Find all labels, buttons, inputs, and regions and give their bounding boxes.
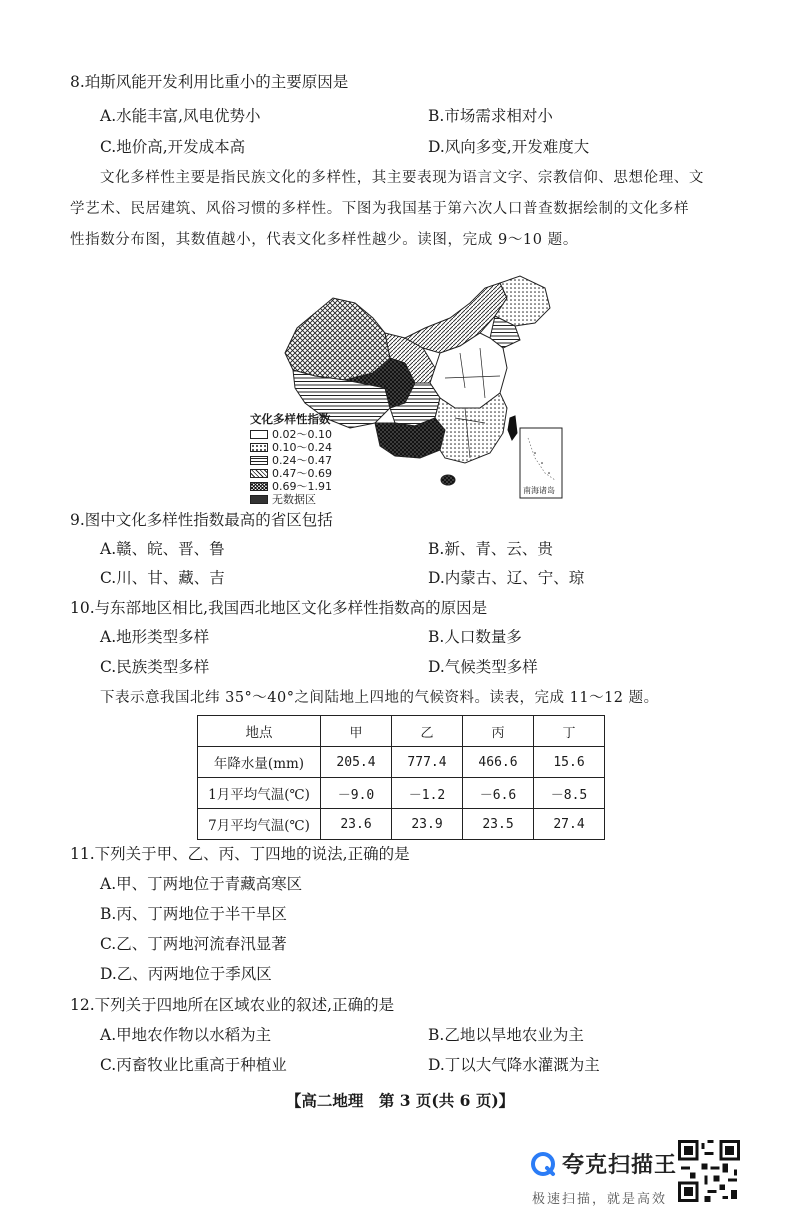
legend-title: 文化多样性指数 [250, 412, 331, 426]
q11-option-a: A.甲、丁两地位于青藏高寒区 [100, 875, 303, 893]
legend-swatch-dense [250, 495, 268, 504]
table-row [198, 809, 605, 840]
table-row [198, 747, 605, 778]
q8-option-a: A.水能丰富,风电优势小 [100, 107, 261, 125]
q8-option-b: B.市场需求相对小 [428, 107, 553, 125]
table-cell: 777.4 [392, 747, 463, 778]
table-cell: 23.6 [321, 809, 392, 840]
q9-option-c: C.川、甘、藏、吉 [100, 569, 225, 587]
region-hainan [441, 475, 455, 485]
q8-option-d: D.风向多变,开发难度大 [428, 138, 590, 156]
table-cell: 15.6 [534, 747, 605, 778]
table-row [198, 778, 605, 809]
q8-stem: 8.珀斯风能开发利用比重小的主要原因是 [70, 73, 349, 91]
region-xinjiang [285, 298, 390, 380]
q10-option-c: C.民族类型多样 [100, 658, 210, 676]
q12-option-a: A.甲地农作物以水稻为主 [100, 1026, 272, 1044]
region-taiwan [508, 416, 517, 440]
table-cell: 1月平均气温(℃) [198, 778, 321, 809]
q11-stem: 11.下列关于甲、乙、丙、丁四地的说法,正确的是 [70, 845, 410, 863]
legend-swatch-diagonal [250, 469, 268, 478]
legend-row [250, 493, 332, 506]
legend-row [250, 428, 332, 441]
q12-option-d: D.丁以大气降水灌溉为主 [428, 1056, 600, 1074]
legend-row [250, 441, 332, 454]
culture-intro-line-1: 文化多样性主要是指民族文化的多样性，其主要表现为语言文字、宗教信仰、思想伦理、文 [100, 170, 704, 186]
legend-row [250, 480, 332, 493]
legend-label: 0.02～0.10 [272, 428, 332, 441]
legend-label: 0.47～0.69 [272, 467, 332, 480]
qr-code-icon [678, 1140, 740, 1202]
culture-intro-line-3: 性指数分布图，其数值越小，代表文化多样性越少。读图，完成 9～10 题。 [70, 232, 578, 248]
table-intro: 下表示意我国北纬 35°～40°之间陆地上四地的气候资料。读表，完成 11～12 题。 [100, 690, 659, 706]
q12-stem: 12.下列关于四地所在区域农业的叙述,正确的是 [70, 996, 395, 1014]
table-cell: 205.4 [321, 747, 392, 778]
q12-option-c: C.丙畜牧业比重高于种植业 [100, 1056, 287, 1074]
culture-intro-line-2: 学艺术、民居建筑、风俗习惯的多样性。下图为我国基于第六次人口普查数据绘制的文化多样 [70, 201, 690, 217]
table-cell: 7月平均气温(℃) [198, 809, 321, 840]
q10-option-b: B.人口数量多 [428, 628, 522, 646]
scanner-brand-icon [530, 1151, 556, 1177]
table-header-cell: 地点 [198, 716, 321, 747]
table-header-row [198, 716, 605, 747]
table-cell: 23.5 [463, 809, 534, 840]
table-header-cell: 丙 [463, 716, 534, 747]
q10-option-a: A.地形类型多样 [100, 628, 210, 646]
legend-swatch-blank [250, 430, 268, 439]
legend-row [250, 454, 332, 467]
table-cell: 23.9 [392, 809, 463, 840]
q8-option-c: C.地价高,开发成本高 [100, 138, 246, 156]
legend-label: 无数据区 [272, 493, 316, 506]
legend-swatch-dots [250, 443, 268, 452]
q10-option-d: D.气候类型多样 [428, 658, 538, 676]
map-legend [250, 413, 332, 506]
q12-option-b: B.乙地以旱地农业为主 [428, 1026, 584, 1044]
table-header-cell: 乙 [392, 716, 463, 747]
q11-option-d: D.乙、丙两地位于季风区 [100, 965, 272, 983]
legend-label: 0.24～0.47 [272, 454, 332, 467]
q10-stem: 10.与东部地区相比,我国西北地区文化多样性指数高的原因是 [70, 599, 488, 617]
table-cell: －8.5 [534, 778, 605, 809]
legend-label: 0.69～1.91 [272, 480, 332, 493]
table-cell: 466.6 [463, 747, 534, 778]
legend-swatch-cross [250, 482, 268, 491]
q11-option-b: B.丙、丁两地位于半干旱区 [100, 905, 287, 923]
q11-option-c: C.乙、丁两地河流春汛显著 [100, 935, 287, 953]
scanner-slogan: 极速扫描，就是高效 [532, 1192, 668, 1207]
table-header-cell: 甲 [321, 716, 392, 747]
scanner-name: 夸克扫描王 [562, 1153, 678, 1178]
legend-row [250, 467, 332, 480]
table-cell: －1.2 [392, 778, 463, 809]
climate-table [197, 715, 605, 840]
scanner-logo [530, 1148, 677, 1179]
table-cell: 年降水量(mm) [198, 747, 321, 778]
table-cell: 27.4 [534, 809, 605, 840]
table-cell: －9.0 [321, 778, 392, 809]
page-footer: 【高二地理 第 3 页(共 6 页)】 [285, 1091, 515, 1110]
legend-label: 0.10～0.24 [272, 441, 332, 454]
inset-label: 南海诸岛 [523, 486, 555, 495]
q9-option-d: D.内蒙古、辽、宁、琼 [428, 569, 585, 587]
q9-stem: 9.图中文化多样性指数最高的省区包括 [70, 511, 333, 529]
legend-swatch-horizontal [250, 456, 268, 465]
culture-intro [70, 163, 738, 256]
table-cell: －6.6 [463, 778, 534, 809]
q9-option-b: B.新、青、云、贵 [428, 540, 553, 558]
q9-option-a: A.赣、皖、晋、鲁 [100, 540, 225, 558]
table-header-cell: 丁 [534, 716, 605, 747]
